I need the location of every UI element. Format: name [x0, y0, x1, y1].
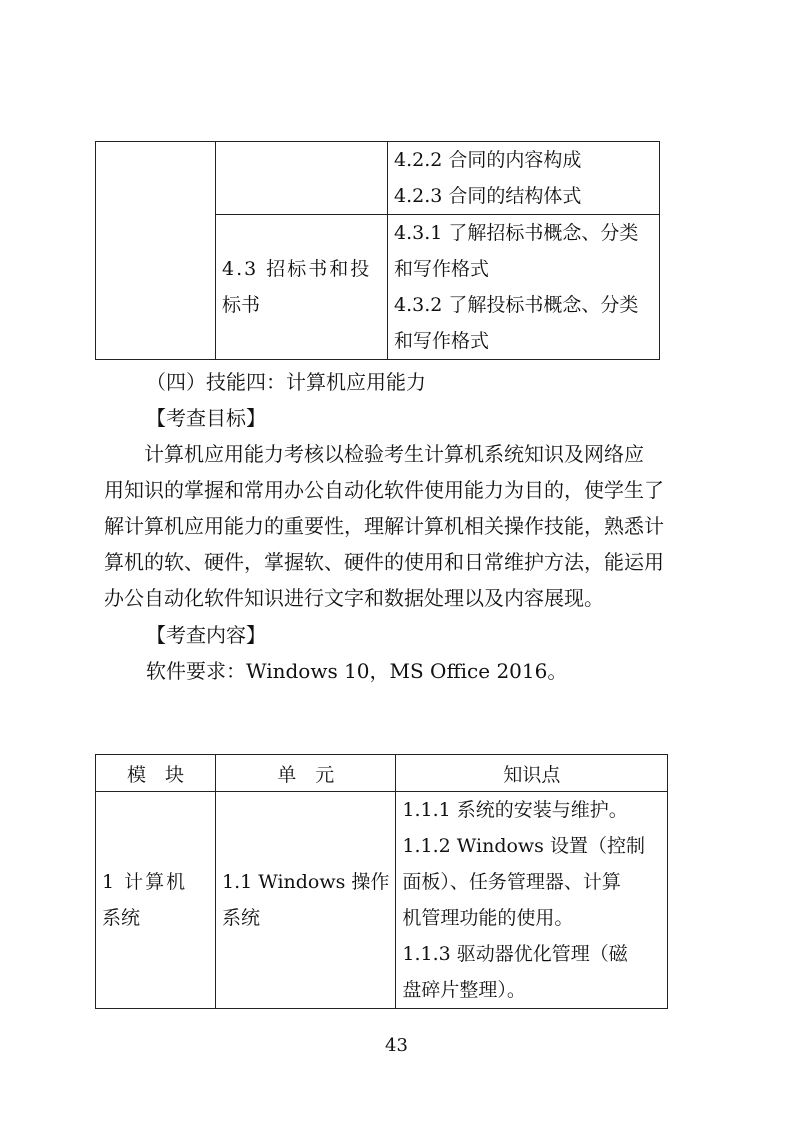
curriculum-table-continued: [95, 141, 660, 360]
unit-line: 4.3 招标书和投: [222, 258, 372, 280]
knowledge-line: 4.2.3 合同的结构体式: [394, 185, 582, 207]
paragraph-line: 解计算机应用能力的重要性，理解计算机相关操作技能，熟悉计: [104, 514, 664, 538]
content-title: 【考查内容】: [146, 623, 266, 647]
curriculum-table: [95, 754, 668, 1009]
paragraph-line: 计算机应用能力考核以检验考生计算机系统知识及网络应: [144, 442, 644, 466]
module-cell: [96, 792, 216, 1009]
software-requirement: 软件要求：Windows 10，MS Office 2016。: [146, 659, 568, 683]
page-number: 43: [385, 1035, 408, 1056]
knowledge-line: 机管理功能的使用。: [402, 907, 574, 929]
knowledge-line: 4.3.2 了解投标书概念、分类: [394, 294, 639, 316]
unit-line: 1.1 Windows 操作: [222, 871, 390, 893]
module-line: 系统: [102, 907, 141, 929]
section-heading: （四）技能四：计算机应用能力: [146, 370, 426, 394]
knowledge-cell: [396, 792, 668, 1009]
header-knowledge-points: 知识点: [396, 755, 668, 792]
paragraph-line: 用知识的掌握和常用办公自动化软件使用能力为目的，使学生了: [104, 478, 664, 502]
paragraph-line: 办公自动化软件知识进行文字和数据处理以及内容展现。: [104, 586, 604, 610]
goal-paragraph: [104, 436, 694, 616]
knowledge-line: 面板）、任务管理器、计算: [402, 871, 621, 893]
unit-cell: [216, 792, 396, 1009]
knowledge-cell: [388, 215, 660, 360]
paragraph-line: 算机的软、硬件，掌握软、硬件的使用和日常维护方法，能运用: [104, 550, 664, 574]
header-unit: 单 元: [216, 755, 396, 792]
unit-cell-empty: [216, 142, 388, 215]
knowledge-line: 和写作格式: [394, 258, 490, 280]
unit-line: 系统: [222, 907, 261, 929]
table-row: [96, 142, 660, 215]
table-header-row: [96, 755, 668, 792]
unit-cell: [216, 215, 388, 360]
knowledge-line: 1.1.1 系统的安装与维护。: [402, 799, 628, 821]
knowledge-line: 4.3.1 了解招标书概念、分类: [394, 222, 639, 244]
module-line: 1 计算机: [102, 871, 188, 893]
knowledge-line: 和写作格式: [394, 330, 490, 352]
knowledge-line: 4.2.2 合同的内容构成: [394, 149, 582, 171]
table-row: [96, 792, 668, 1009]
header-module: 模 块: [96, 755, 216, 792]
goal-title: 【考查目标】: [146, 406, 266, 430]
module-cell-empty: [96, 142, 216, 360]
knowledge-line: 1.1.2 Windows 设置（控制: [402, 835, 645, 857]
knowledge-line: 盘碎片整理）。: [402, 979, 526, 1001]
knowledge-cell: [388, 142, 660, 215]
unit-line: 标书: [222, 294, 261, 316]
knowledge-line: 1.1.3 驱动器优化管理（磁: [402, 943, 628, 965]
